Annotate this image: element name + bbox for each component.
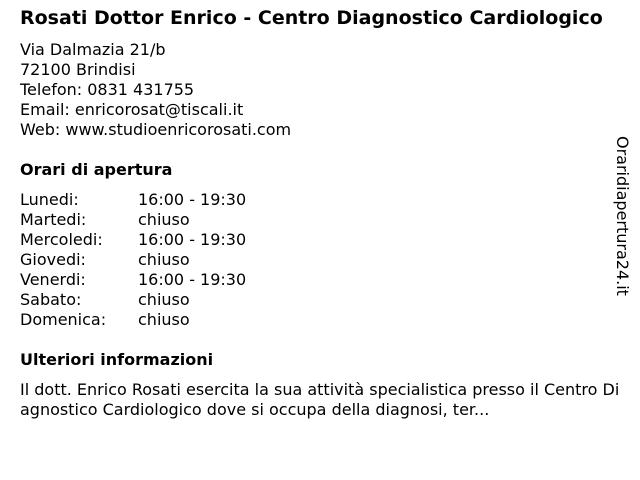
hours-day: Domenica:	[20, 310, 107, 329]
hours-time: chiuso	[138, 310, 190, 329]
hours-day: Mercoledi:	[20, 230, 103, 249]
hours-time: chiuso	[138, 250, 190, 269]
city-address: 72100 Brindisi	[20, 60, 136, 79]
hours-row	[20, 210, 610, 230]
hours-row	[20, 270, 610, 290]
opening-hours-table	[20, 190, 610, 330]
business-title: Rosati Dottor Enrico - Centro Diagnostico Cardiologico	[20, 7, 603, 29]
email-address: Email: enricorosat@tiscali.it	[20, 100, 244, 119]
hours-time: 16:00 - 19:30	[138, 270, 247, 289]
hours-heading: Orari di apertura	[20, 160, 173, 179]
phone-number: Telefon: 0831 431755	[20, 80, 195, 99]
business-card	[20, 7, 620, 420]
street-address: Via Dalmazia 21/b	[20, 40, 166, 59]
hours-time: chiuso	[138, 290, 190, 309]
hours-day: Giovedi:	[20, 250, 86, 269]
hours-row	[20, 250, 610, 270]
website: Web: www.studioenricorosati.com	[20, 120, 292, 139]
hours-day: Venerdi:	[20, 270, 86, 289]
hours-row	[20, 310, 610, 330]
hours-row	[20, 190, 610, 210]
hours-day: Lunedi:	[20, 190, 79, 209]
hours-row	[20, 290, 610, 310]
info-heading: Ulteriori informazioni	[20, 350, 214, 369]
hours-row	[20, 230, 610, 250]
brand-watermark: Oraridiapertura24.it	[613, 136, 632, 296]
address-block	[20, 40, 610, 140]
hours-time: 16:00 - 19:30	[138, 190, 247, 209]
hours-time: 16:00 - 19:30	[138, 230, 247, 249]
hours-day: Sabato:	[20, 290, 82, 309]
info-description: Il dott. Enrico Rosati esercita la sua attività specialistica presso il Centro Diagnostico Cardiologico dove si occupa della diagnosi, ter...	[20, 380, 620, 419]
hours-time: chiuso	[138, 210, 190, 229]
hours-day: Martedi:	[20, 210, 87, 229]
